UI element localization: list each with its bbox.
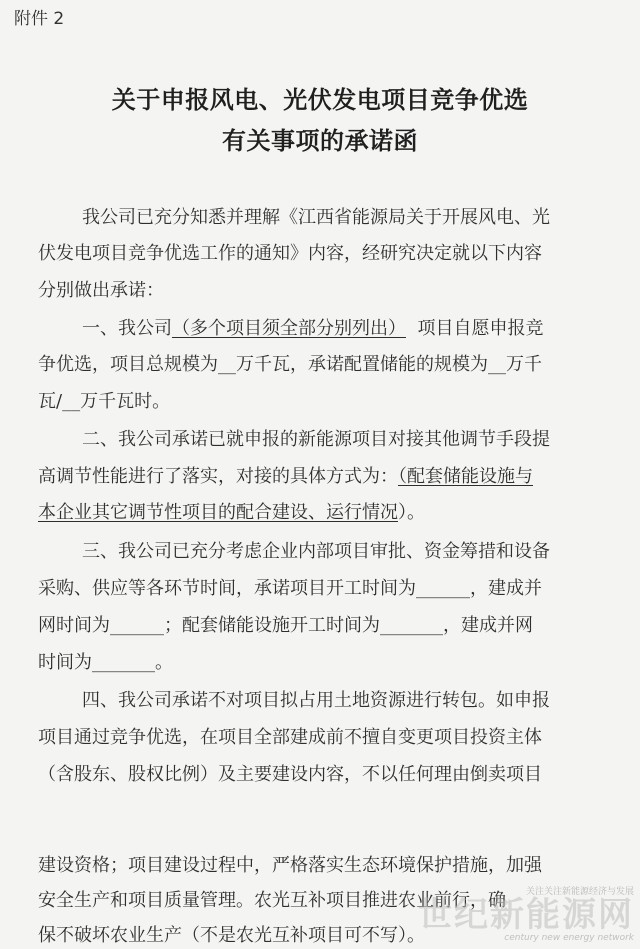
clause-1-tail: 项目自愿申报竞 bbox=[417, 318, 544, 339]
clause-3-line-2: 采购、供应等各环节时间，承诺项目开工时间为______，建成并 bbox=[38, 578, 542, 599]
clause-4-line-5: 安全生产和项目质量管理。农光互补项目推进农业前行，确 bbox=[38, 890, 506, 911]
clause-1-line-3: 瓦/__万千瓦时。 bbox=[38, 391, 171, 412]
intro-line-1: 我公司已充分知悉并理解《江西省能源局关于开展风电、光 bbox=[82, 207, 550, 228]
clause-2-line-3 bbox=[38, 498, 425, 524]
project-list-blank: （多个项目须全部分别列出） bbox=[172, 318, 406, 339]
attachment-label: 附件 2 bbox=[14, 9, 65, 29]
clause-3-line-3: 网时间为______；配套储能设施开工时间为_______，建成并网 bbox=[38, 615, 533, 636]
doc-title-line-1: 关于申报风电、光伏发电项目竞争优选 bbox=[111, 85, 529, 114]
clause-1-line-1 bbox=[82, 314, 543, 340]
clause-2-end: ）。 bbox=[398, 502, 425, 523]
clause-2-line-1: 二、我公司承诺已就申报的新能源项目对接其他调节手段提 bbox=[82, 429, 550, 450]
watermark-tagline: 关注关注新能源经济与发展 bbox=[525, 887, 634, 897]
site-watermark bbox=[418, 884, 634, 943]
clause-2-text: 高调节性能进行了落实，对接的具体方式为： bbox=[38, 466, 398, 487]
doc-title-line-2: 有关事项的承诺函 bbox=[222, 126, 418, 155]
intro-line-3: 分别做出承诺： bbox=[38, 280, 164, 301]
clause-4-line-6: 保不破坏农业生产（不是农光互补项目可不写）。 bbox=[38, 925, 425, 946]
clause-4-line-4: 建设资格；项目建设过程中，严格落实生态环境保护措施，加强 bbox=[38, 855, 542, 876]
clause-2-line-2 bbox=[38, 462, 533, 488]
docking-method-blank: （配套储能设施与 bbox=[398, 466, 533, 487]
watermark-english: century new energy network bbox=[504, 933, 634, 943]
docking-method-blank-cont: 本企业其它调节性项目的配合建设、运行情况 bbox=[38, 502, 398, 523]
clause-3-line-4: 时间为_______。 bbox=[38, 652, 173, 673]
clause-4-line-3: （含股东、股权比例）及主要建设内容，不以任何理由倒卖项目 bbox=[38, 764, 542, 785]
clause-1-lead: 一、我公司 bbox=[82, 318, 172, 339]
clause-4-line-2: 项目通过竞争优选，在项目全部建成前不擅自变更项目投资主体 bbox=[38, 727, 542, 748]
watermark-logo-text: 世纪新能源网 bbox=[418, 895, 634, 935]
intro-line-2: 伏发电项目竞争优选工作的通知》内容，经研究决定就以下内容 bbox=[38, 243, 542, 264]
clause-4-line-1: 四、我公司承诺不对项目拟占用土地资源进行转包。如申报 bbox=[82, 690, 550, 711]
clause-3-line-1: 三、我公司已充分考虑企业内部项目审批、资金筹措和设备 bbox=[82, 541, 550, 562]
clause-1-line-2: 争优选，项目总规模为__万千瓦，承诺配置储能的规模为__万千 bbox=[38, 354, 542, 375]
